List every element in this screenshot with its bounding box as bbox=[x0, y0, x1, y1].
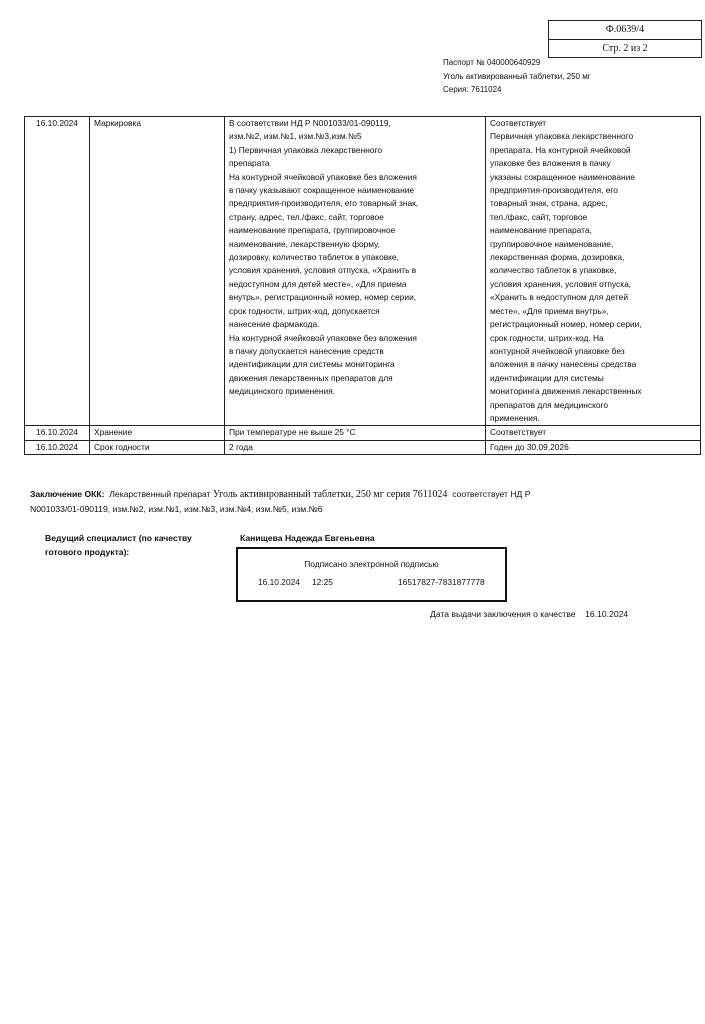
row-requirement-line: препарата bbox=[229, 158, 270, 169]
row-date: 16.10.2024 bbox=[25, 117, 90, 426]
row-requirement-line: страну, адрес, тел./факс, сайт, торговое bbox=[229, 211, 384, 222]
form-code: Ф.0639/4 bbox=[605, 24, 645, 35]
row-result bbox=[486, 117, 701, 426]
qc-conclusion bbox=[30, 487, 590, 517]
row-result-line: контурной ячейковой упаковке без bbox=[490, 345, 625, 356]
row-result-line: Соответствует bbox=[490, 118, 547, 128]
page-number: Стр. 2 из 2 bbox=[549, 39, 701, 58]
series-number: Серия: 7611024 bbox=[443, 85, 502, 94]
signature-code: 16517827-7831877778 bbox=[398, 577, 485, 587]
row-result-line: условия хранения, условия отпуска, bbox=[490, 278, 632, 289]
row-requirement-line: 1) Первичная упаковка лекарственного bbox=[229, 144, 383, 155]
row-result-line: вложения в пачку нанесены средства bbox=[490, 359, 637, 370]
test-results-body bbox=[25, 117, 701, 455]
row-requirement-line: медицинского применения. bbox=[229, 386, 336, 397]
row-result-line: наименование препарата, bbox=[490, 225, 592, 236]
row-result-line: Первичная упаковка лекарственного bbox=[490, 131, 634, 142]
row-result-line: применения. bbox=[490, 412, 540, 423]
row-requirement-line: недоступном для детей месте», «Для приема bbox=[229, 278, 407, 289]
row-result-line: группировочное наименование, bbox=[490, 238, 614, 249]
row-date: 16.10.2024 bbox=[25, 426, 90, 440]
signature-date: 16.10.2024 bbox=[258, 577, 300, 587]
row-requirement-line: срок годности, штрих-код, допускается bbox=[229, 305, 380, 316]
conclusion-text-1: Лекарственный препарат bbox=[109, 489, 211, 499]
row-result-line: «Хранить в недоступном для детей bbox=[490, 292, 628, 303]
row-requirement-line: движения лекарственных препаратов для bbox=[229, 372, 393, 383]
row-result-line: препаратов для медицинского bbox=[490, 399, 609, 410]
table-row bbox=[25, 440, 701, 454]
row-requirement-line: дозировку, количество таблеток в упаковке, bbox=[229, 252, 399, 263]
row-parameter: Хранение bbox=[90, 426, 225, 440]
row-result-line: упаковке без вложения в пачку bbox=[490, 158, 611, 169]
row-requirement bbox=[225, 440, 486, 454]
row-requirement-line: в пачку указывают сокращенное наименование bbox=[229, 185, 415, 196]
lead-specialist-name: Канищева Надежда Евгеньевна bbox=[240, 533, 375, 543]
passport-number: Паспорт № 040000640929 bbox=[443, 58, 541, 67]
row-result bbox=[486, 426, 701, 440]
row-result-line: месте», «Для приема внутрь», bbox=[490, 305, 609, 316]
row-requirement-line: наименование препарата, группировочное bbox=[229, 225, 396, 236]
row-requirement-line: На контурной ячейковой упаковке без вложения bbox=[229, 332, 417, 343]
row-requirement-line: В соответствии НД Р N001033/01-090119, bbox=[229, 118, 391, 128]
row-result-line: указаны сокращенное наименование bbox=[490, 171, 635, 182]
lead-specialist-label bbox=[45, 531, 192, 559]
row-result-line: Годен до 30.09.2026 bbox=[490, 441, 569, 452]
issue-date-value: 16.10.2024 bbox=[585, 609, 629, 619]
lead-label-line-2: готового продукта): bbox=[45, 547, 130, 557]
row-requirement-line: внутрь», регистрационный номер, номер серии, bbox=[229, 292, 417, 303]
row-result-line: препарата. На контурной ячейковой bbox=[490, 144, 631, 155]
electronic-signature-stamp bbox=[236, 547, 507, 602]
row-result-line: идентификации для системы bbox=[490, 372, 604, 383]
row-result-line: товарный знак, страна, адрес, bbox=[490, 198, 608, 209]
row-requirement bbox=[225, 117, 486, 426]
row-parameter: Маркировка bbox=[90, 117, 225, 426]
table-row bbox=[25, 426, 701, 440]
row-result-line: мониторинга движения лекарственных bbox=[490, 386, 642, 397]
row-requirement-line: идентификации для системы мониторинга bbox=[229, 359, 395, 370]
form-code-box bbox=[548, 20, 702, 58]
row-requirement-line: наименование, лекарственную форму, bbox=[229, 238, 380, 249]
row-requirement-line: При температуре не выше 25 °С bbox=[229, 427, 356, 438]
row-requirement-line: в пачку допускается нанесение средств bbox=[229, 345, 384, 356]
row-result-line: тел./факс, сайт, торговое bbox=[490, 211, 588, 222]
row-requirement-line: предприятия-производителя, его товарный знак, bbox=[229, 198, 419, 209]
row-date: 16.10.2024 bbox=[25, 440, 90, 454]
row-requirement-line: 2 года bbox=[229, 441, 253, 452]
row-result-line: предприятия-производителя, его bbox=[490, 185, 618, 196]
lead-label-line-1: Ведущий специалист (по качеству bbox=[45, 533, 192, 543]
row-requirement bbox=[225, 426, 486, 440]
row-requirement-line: условия хранения, условия отпуска, «Хранить в bbox=[229, 265, 417, 276]
row-requirement-line: нанесение фармакода. bbox=[229, 319, 320, 330]
conclusion-line-2: N001033/01-090119, изм.№2, изм.№1, изм.№3, изм.№4, изм.№5, изм.№6 bbox=[30, 504, 323, 514]
issue-date bbox=[430, 609, 628, 619]
row-result-line: количество таблеток в упаковке, bbox=[490, 265, 617, 276]
conclusion-product: Уголь активированный таблетки, 250 мг серия 7611024 bbox=[212, 489, 448, 500]
row-parameter: Срок годности bbox=[90, 440, 225, 454]
conclusion-label: Заключение ОКК: bbox=[30, 489, 105, 499]
conclusion-text-2: соответствует НД Р bbox=[452, 489, 531, 499]
signature-title: Подписано электронной подписью bbox=[304, 559, 439, 569]
row-requirement-line: изм.№2, изм.№1, изм.№3,изм.№5 bbox=[229, 131, 362, 142]
row-result-line: Соответствует bbox=[490, 427, 547, 438]
table-row bbox=[25, 117, 701, 426]
product-name: Уголь активированный таблетки, 250 мг bbox=[443, 72, 591, 81]
row-result-line: регистрационный номер, номер серии, bbox=[490, 319, 642, 330]
signature-time: 12:25 bbox=[312, 577, 333, 587]
row-requirement-line: На контурной ячейковой упаковке без вложения bbox=[229, 171, 417, 182]
row-result-line: лекарственная форма, дозировка, bbox=[490, 252, 625, 263]
test-results-table bbox=[24, 116, 701, 455]
row-result-line: срок годности, штрих-код. На bbox=[490, 332, 604, 343]
issue-date-label: Дата выдачи заключения о качестве bbox=[430, 609, 576, 619]
row-result bbox=[486, 440, 701, 454]
